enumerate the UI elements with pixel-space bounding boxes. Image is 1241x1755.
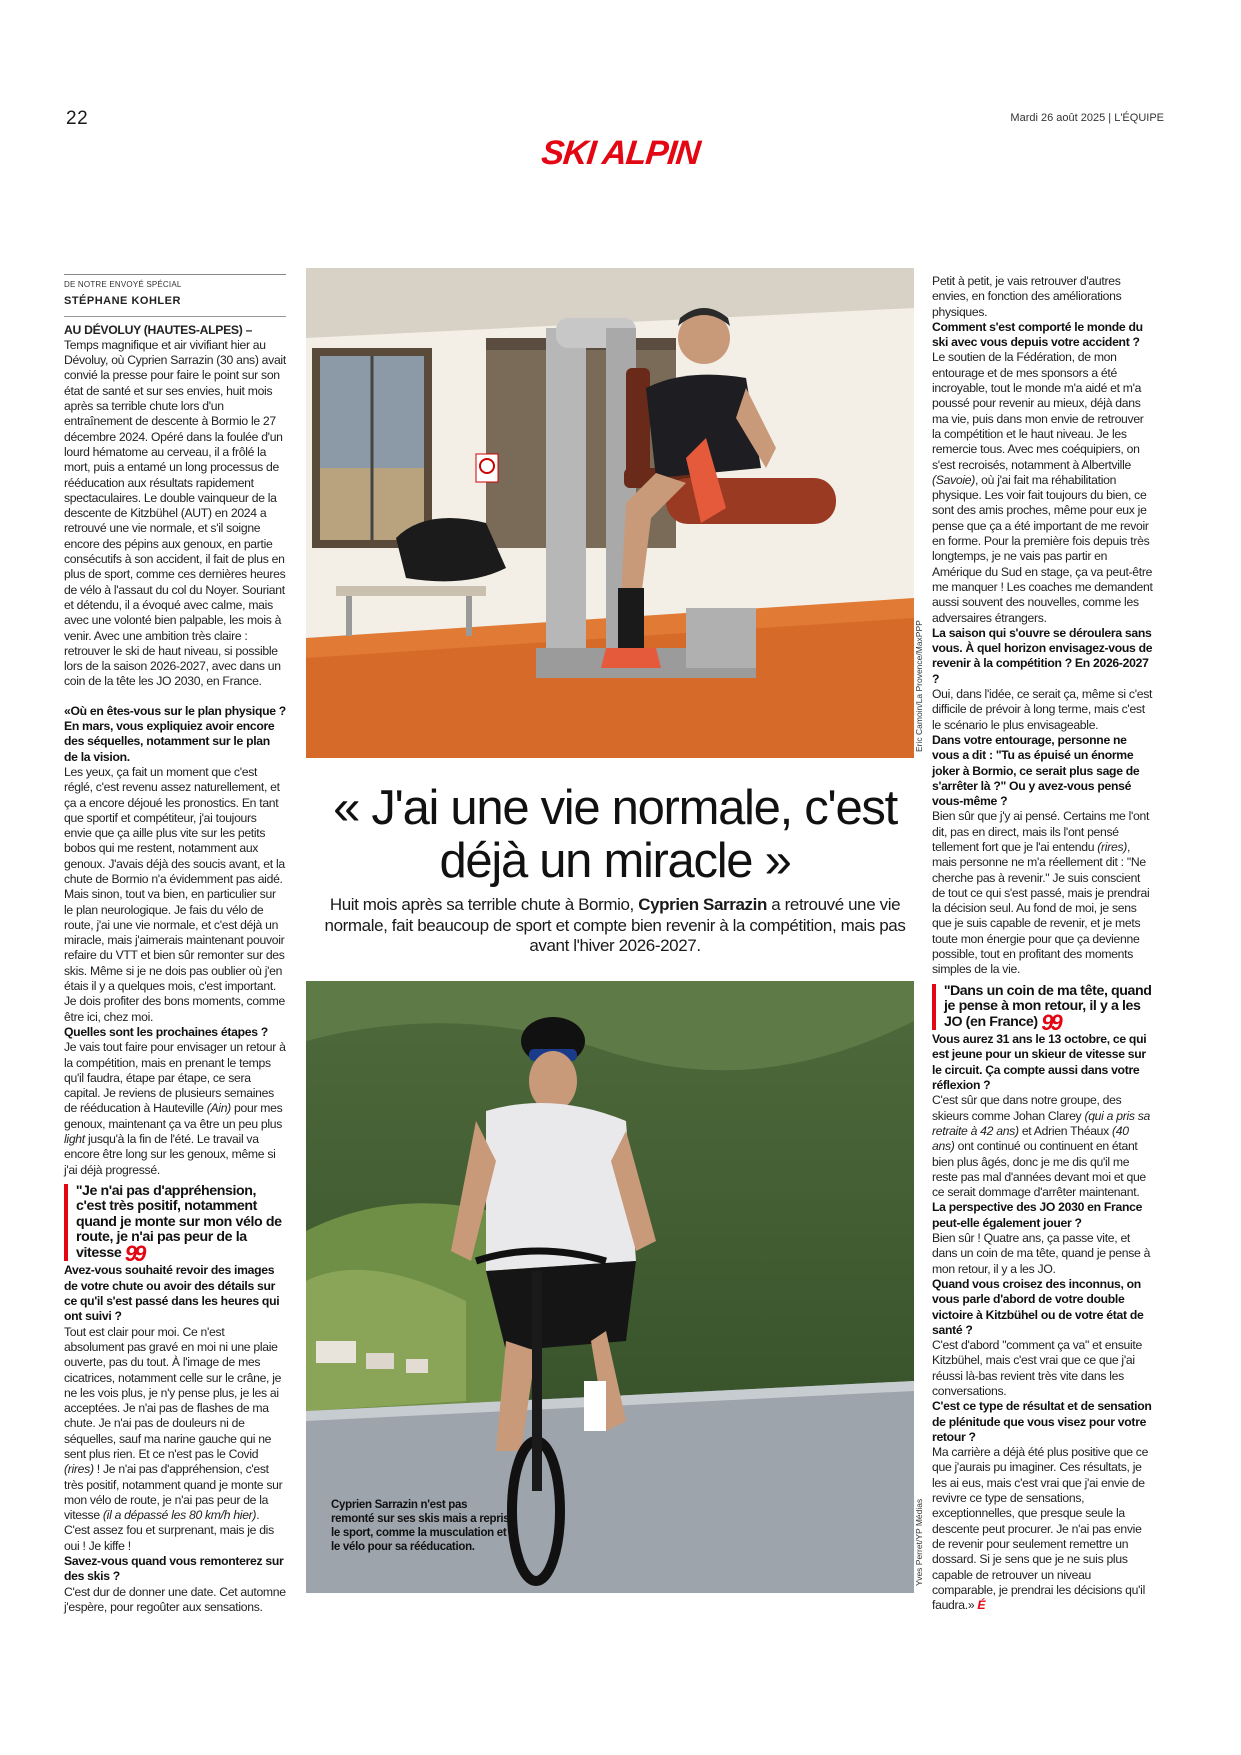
byline-label: DE NOTRE ENVOYÉ SPÉCIAL (64, 274, 286, 292)
question-4: Savez-vous quand vous remonterez sur des skis ? (64, 1554, 284, 1584)
answer-4-continued: Petit à petit, je vais retrouver d'autres envies, en fonction des améliorations physiques. (932, 274, 1122, 319)
answer-5-savoie: (Savoie) (932, 472, 975, 487)
answer-3-speed: (il a dépassé les 80 km/h hier) (102, 1508, 257, 1523)
answer-8 (932, 1093, 1154, 1200)
answer-7-text-1: Bien sûr que j'y ai pensé. Certains me l'ont dit, pas en direct, mais ils l'ont pensé tellement fort que je l'ai entendu (932, 809, 1150, 854)
photo-caption: Cyprien Sarrazin n'est pas remonté sur ses skis mais a repris le sport, comme la musculation et le vélo pour sa rééducation. (331, 1499, 510, 1553)
answer-10: C'est d'abord "comment ça va" et ensuite Kitzbühel, mais c'est vrai que ce que j'ai réussi là-bas revient très vite dans les conversations. (932, 1338, 1142, 1398)
question-8: Vous aurez 31 ans le 13 octobre, ce qui est jeune pour un skieur de vitesse sur le circuit. Ça compte aussi dans votre réflexion ? (932, 1032, 1147, 1093)
answer-8-clarey: (qui a pris sa retraite à 42 ans) (932, 1108, 1151, 1138)
answer-4: C'est dur de donner une date. Cet automne j'espère, pour regoûter aux sensations. (64, 1584, 286, 1614)
answer-8-text-3: ont continué ou continuent en étant bien plus âgés, donc je me dis qu'il me reste pas mal d'années devant moi et que ce serait dommage d'arrêter maintenant. (932, 1139, 1146, 1200)
answer-8-text-2: et Adrien Théaux (1018, 1123, 1113, 1138)
answer-7 (932, 809, 1154, 977)
question-11: C'est ce type de résultat et de sensation de plénitude que vous visez pour votre retour ? (932, 1399, 1152, 1444)
question-6: La saison qui s'ouvre se déroulera sans vous. À quel horizon envisagez-vous de revenir à la compétition ? En 2026-2027 ? (932, 625, 1153, 686)
quote-mark-icon: 99 (124, 1240, 144, 1266)
question-7: Dans votre entourage, personne ne vous a dit : "Tu as épuisé un énorme joker à Bormio, ce serait plus sage de s'arrêter là ?" Ou y avez-vous pensé vous-même ? (932, 732, 1140, 809)
answer-2-text-3: jusqu'à la fin de l'été. Le travail va encore être long sur les genoux, même si j'ai déjà progressé. (64, 1132, 276, 1177)
pull-quote-left (64, 1182, 286, 1266)
answer-11 (932, 1445, 1154, 1613)
lead-location: AU DÉVOLUY (HAUTES-ALPES) – (64, 322, 253, 337)
standfirst (310, 895, 920, 957)
question-10: Quand vous croisez des inconnus, on vous parle d'abord de votre double victoire à Kitzbühel ou de votre état de santé ? (932, 1276, 1144, 1337)
bike-photo-credit: Yves Perret/YP Médias (914, 1498, 924, 1586)
answer-6: Oui, dans l'idée, ce serait ça, même si c'est difficile de prévoir à long terme, mais c'est le scénario le plus envisageable. (932, 687, 1153, 732)
answer-8-text-1: C'est sûr que dans notre groupe, des skieurs comme Johan Clarey (932, 1093, 1122, 1123)
pull-quote-right-text: ''Dans un coin de ma tête, quand je pense à mon retour, il y a les JO (en France) (944, 982, 1152, 1030)
question-9: La perspective des JO 2030 en France peut-elle également jouer ? (932, 1200, 1143, 1230)
answer-8-theaux: (40 ans) (932, 1123, 1129, 1154)
question-1: «Où en êtes-vous sur le plan physique ? En mars, vous expliquiez avoir encore des séquelles, notamment sur le plan de la vision. (64, 703, 286, 764)
answer-2-text-1: Je vais tout faire pour envisager un retour à la compétition, mais en prenant le temps qu'il faudra, étape par étape, ce sera capital. Je reviens de plusieurs semaines de rééducation à Hauteville (64, 1040, 286, 1116)
section-title: SKI ALPIN (539, 134, 702, 172)
answer-11-text: Ma carrière a déjà été plus positive que ce que j'aurais pu imaginer. Ces résultats, je les ai eus, mais c'est vrai que j'ai envie de revivre ce type de sensations, exceptionnelles, que presque seule la descente peut procurer. Je n'ai pas envie de revenir pour seulement remettre un dossard. Si je sens que je ne suis plus capable de retrouver un niveau comparable, je prendrai les décisions qu'il faudra.» (932, 1445, 1149, 1613)
answer-3-text-3: . C'est assez fou et surprenant, mais je dis oui ! Je kiffe ! (64, 1508, 274, 1553)
lead-text: Temps magnifique et air vivifiant hier au Dévoluy, où Cyprien Sarrazin (30 ans) avait convié la presse pour faire le point sur son état de santé et sur ses envies, huit mois après sa terrible chute lors d'un entraînement de descente à Bormio le 27 décembre 2024. Opéré dans la foulée d'un lourd hématome au cerveau, il a frôlé la mort, puis a entamé un long processus de rééducation aux résultats rapidement spectaculaires. Le double vainqueur de la descente de Kitzbühel (AUT) en 2024 a retrouvé une vie normale, et s'il soigne encore des pépins aux genoux, en partie consécutifs à son accident, il fait de plus en plus de sport, comme ces dernières heures de vélo à l'assaut du col du Noyer. Souriant et détendu, il a évoqué avec calme, mais avec une volonté bien palpable, les mois à venir. Avec une ambition très claire : retrouver le ski de haut niveau, si possible lors de la saison 2026-2027, avec dans un coin de la tête les JO 2030, en France. (64, 337, 286, 689)
answer-2 (64, 1040, 286, 1178)
answer-2-light: light (64, 1132, 85, 1147)
answer-3-rires: (rires) (64, 1462, 94, 1477)
publication-name: L'ÉQUIPE (1114, 112, 1164, 124)
answer-3-text-1: Tout est clair pour moi. Ce n'est absolument pas gravé en moi ni une plaie ouverte, pas du tout. À l'image de mes cicatrices, notamment celle sur le crâne, je ne les vois plus, je n'y pense plus, je les ai acceptées. Je n'ai pas de flashes de ma chute. Je n'ai pas de douleurs ni de séquelles, sauf ma narine gauche qui ne sent plus rien. Et ce n'est pas le Covid (64, 1324, 282, 1461)
date-text: Mardi 26 août 2025 (1010, 112, 1106, 124)
answer-7-rires: (rires) (1097, 839, 1127, 854)
quote-mark-icon: 99 (1041, 1009, 1060, 1035)
gym-photo (306, 268, 914, 758)
article-column-right (932, 274, 1154, 1613)
answer-7-text-2: , mais personne ne m'a réellement dit : "Ne cherche pas à revenir." Je suis conscient de tout ce qui s'est passé, mais je prendrai la décision seul. Au fond de moi, je sens que je suis capable de revenir, et je mets toute mon énergie pour que ça devienne possible, tout en profitant des moments simples de la vie. (932, 839, 1150, 977)
page-number: 22 (66, 108, 89, 129)
standfirst-after: a retrouvé une vie normale, fait beaucoup de sport et compte bien revenir à la compétition, mais pas avant l'hiver 2026-2027. (324, 895, 906, 955)
issue-date: Mardi 26 août 2025 | L'ÉQUIPE (1010, 112, 1164, 124)
standfirst-name: Cyprien Sarrazin (638, 895, 767, 914)
answer-2-ain: (Ain) (206, 1101, 231, 1116)
pull-quote-right (932, 982, 1154, 1035)
question-3: Avez-vous souhaité revoir des images de votre chute ou avoir des détails sur ce qu'il s'est passé dans les heures qui ont suivi ? (64, 1263, 280, 1324)
answer-5-text-1: Le soutien de la Fédération, de mon entourage et de mes sponsors a été incroyable, tout le monde m'a aidé et m'a poussé pour revenir au mieux, déjà dans ma vie, puis dans mon envie de retrouver la compétition et le haut niveau. Je les remercie tous. Avec mes coéquipiers, on s'est recroisés, notamment à Albertville (932, 350, 1144, 472)
answer-9: Bien sûr ! Quatre ans, ça passe vite, et dans un coin de ma tête, quand je pense à mon retour, il y a les JO. (932, 1231, 1151, 1276)
gym-photo-credit: Eric Camoin/La Provence/MaxPPP (914, 620, 924, 752)
standfirst-before: Huit mois après sa terrible chute à Bormio, (329, 895, 639, 914)
pull-quote-left-text: ''Je n'ai pas d'appréhension, c'est très positif, notamment quand je monte sur mon vélo de route, je n'ai pas peur de la vitesse (76, 1182, 282, 1261)
answer-3-text-2: ! Je n'ai pas d'appréhension, c'est très positif, notamment quand je monte sur mon vélo de route, je n'ai pas peur de la vitesse (64, 1462, 283, 1523)
answer-5-text-2: , où j'ai fait ma réhabilitation physique. Les voir fait toujours du bien, ce sont des amis proches, même pour eux je pense que ça a été important de me revoir en forme. Pour la première fois depuis très longtemps, je ne vais pas partir en Amérique du Sud en stage, ça va peut-être me manquer ! Les coaches me demandent aussi souvent des nouvelles, comme les adversaires étrangers. (932, 472, 1153, 625)
article-column-left (64, 274, 286, 1615)
answer-3 (64, 1325, 286, 1554)
headline: « J'ai une vie normale, c'est déjà un miracle » (333, 781, 897, 888)
answer-1: Les yeux, ça fait un moment que c'est réglé, c'est revenu assez naturellement, et ça a encore déjoué les pronostics. En tant que sportif et compétiteur, j'ai toujours envie que ça aille plus vite sur les petits bobos qui me restent, notamment aux genoux. J'avais déjà des soucis avant, et la chute de Bormio n'a évidemment pas aidé. Mais sinon, tout va bien, en particulier sur le plan neurologique. Je fais du vélo de route, j'ai une vie normale, et c'est déjà un miracle, mais j'aimerais maintenant pouvoir refaire du VTT et bien sûr remonter sur des skis. Même si je ne dois pas oublier où j'en étais il y a quelques mois, c'est important. Je dois profiter des bons moments, comme être ici, chez moi. (64, 764, 286, 1024)
question-5: Comment s'est comporté le monde du ski avec vous depuis votre accident ? (932, 319, 1143, 350)
byline-author: STÉPHANE KOHLER (64, 294, 286, 316)
answer-5 (932, 350, 1154, 625)
lead-paragraph (64, 323, 286, 690)
end-mark-icon: É (977, 1598, 986, 1613)
question-2: Quelles sont les prochaines étapes ? (64, 1024, 268, 1039)
answer-2-text-2: pour mes genoux, maintenant ça va être un peu plus (64, 1101, 283, 1131)
